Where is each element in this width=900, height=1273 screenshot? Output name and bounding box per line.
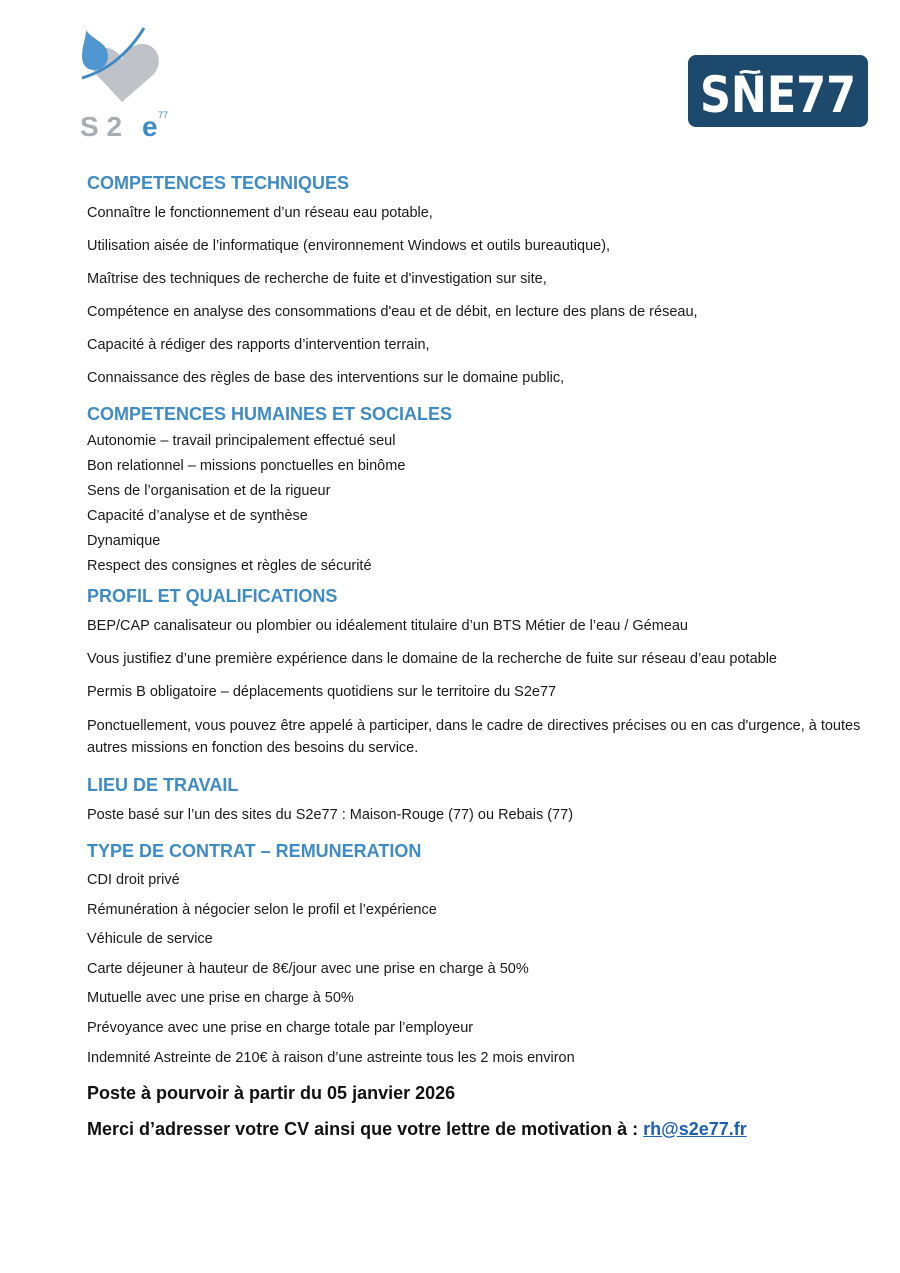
section-title: LIEU DE TRAVAIL [87, 775, 239, 795]
list-item: Indemnité Astreinte de 210€ à raison d’une astreinte tous les 2 mois environ [87, 1049, 575, 1066]
list-item: Sens de l’organisation et de la rigueur [87, 483, 331, 499]
section-title: COMPETENCES TECHNIQUES [87, 173, 350, 193]
list-item: Rémunération à négocier selon le profil et l’expérience [87, 901, 437, 918]
section-profil-qualifications [87, 583, 867, 759]
s2e77-logo-text: S 2 [80, 111, 123, 142]
list-item: Permis B obligatoire – déplacements quotidiens sur le territoire du S2e77 [87, 684, 557, 700]
start-date: Poste à pourvoir à partir du 05 janvier 2026 [87, 1082, 456, 1103]
list-item: Carte déjeuner à hauteur de 8€/jour avec une prise en charge à 50% [87, 960, 529, 977]
section-lieu-travail [87, 772, 867, 825]
list-item: Connaissance des règles de base des interventions sur le domaine public, [87, 370, 565, 386]
list-item: Véhicule de service [87, 931, 213, 948]
apply-text: Merci d’adresser votre CV ainsi que votre lettre de motivation à : [87, 1118, 644, 1139]
list-item: Utilisation aisée de l’informatique (environnement Windows et outils bureautique), [87, 238, 611, 254]
list-item: Maîtrise des techniques de recherche de fuite et d'investigation sur site, [87, 271, 547, 287]
list-item: Capacité d’analyse et de synthèse [87, 508, 308, 524]
list-item: Connaître le fonctionnement d’un réseau eau potable, [87, 205, 433, 221]
section-title: COMPETENCES HUMAINES ET SOCIALES [87, 404, 453, 424]
list-item: Capacité à rédiger des rapports d’intervention terrain, [87, 337, 430, 353]
job-posting-content [87, 170, 867, 1152]
list-item: BEP/CAP canalisateur ou plombier ou idéalement titulaire d’un BTS Métier de l’eau / Gémeau [87, 618, 688, 634]
list-item: Mutuelle avec une prise en charge à 50% [87, 990, 354, 1007]
s2e77-logo [78, 24, 174, 142]
list-item: Bon relationnel – missions ponctuelles en binôme [87, 458, 406, 474]
list-item: CDI droit privé [87, 872, 180, 888]
list-item: Ponctuellement, vous pouvez être appelé à participer, dans le cadre de directives précises ou en cas d'urgence, à toutes autres missions en fonction des besoins du service. [87, 718, 861, 756]
list-item: Respect des consignes et règles de sécurité [87, 558, 372, 574]
list-item: Dynamique [87, 533, 161, 549]
list-item: Vous justifiez d’une première expérience dans le domaine de la recherche de fuite sur réseau d’eau potable [87, 651, 777, 667]
list-item: Autonomie – travail principalement effectué seul [87, 433, 396, 449]
list-item: Compétence en analyse des consommations d'eau et de débit, en lecture des plans de réseau, [87, 304, 698, 320]
section-title: TYPE DE CONTRAT – REMUNERATION [87, 841, 422, 861]
section-competences-humaines [87, 401, 867, 576]
email-link[interactable]: rh@s2e77.fr [643, 1118, 747, 1139]
s2e77-logo-e: e [142, 111, 158, 142]
sne77-logo-text: SNE77 [700, 66, 856, 124]
s2e77-logo-sup: 77 [158, 110, 169, 120]
apply-instructions [87, 1116, 867, 1142]
sne77-logo [688, 55, 868, 127]
section-competences-techniques [87, 170, 867, 388]
list-item: Poste basé sur l’un des sites du S2e77 : Maison-Rouge (77) ou Rebais (77) [87, 807, 574, 823]
list-item: Prévoyance avec une prise en charge totale par l’employeur [87, 1019, 474, 1036]
section-title: PROFIL ET QUALIFICATIONS [87, 586, 338, 606]
section-type-contrat [87, 838, 867, 1068]
closing-block [87, 1080, 867, 1142]
